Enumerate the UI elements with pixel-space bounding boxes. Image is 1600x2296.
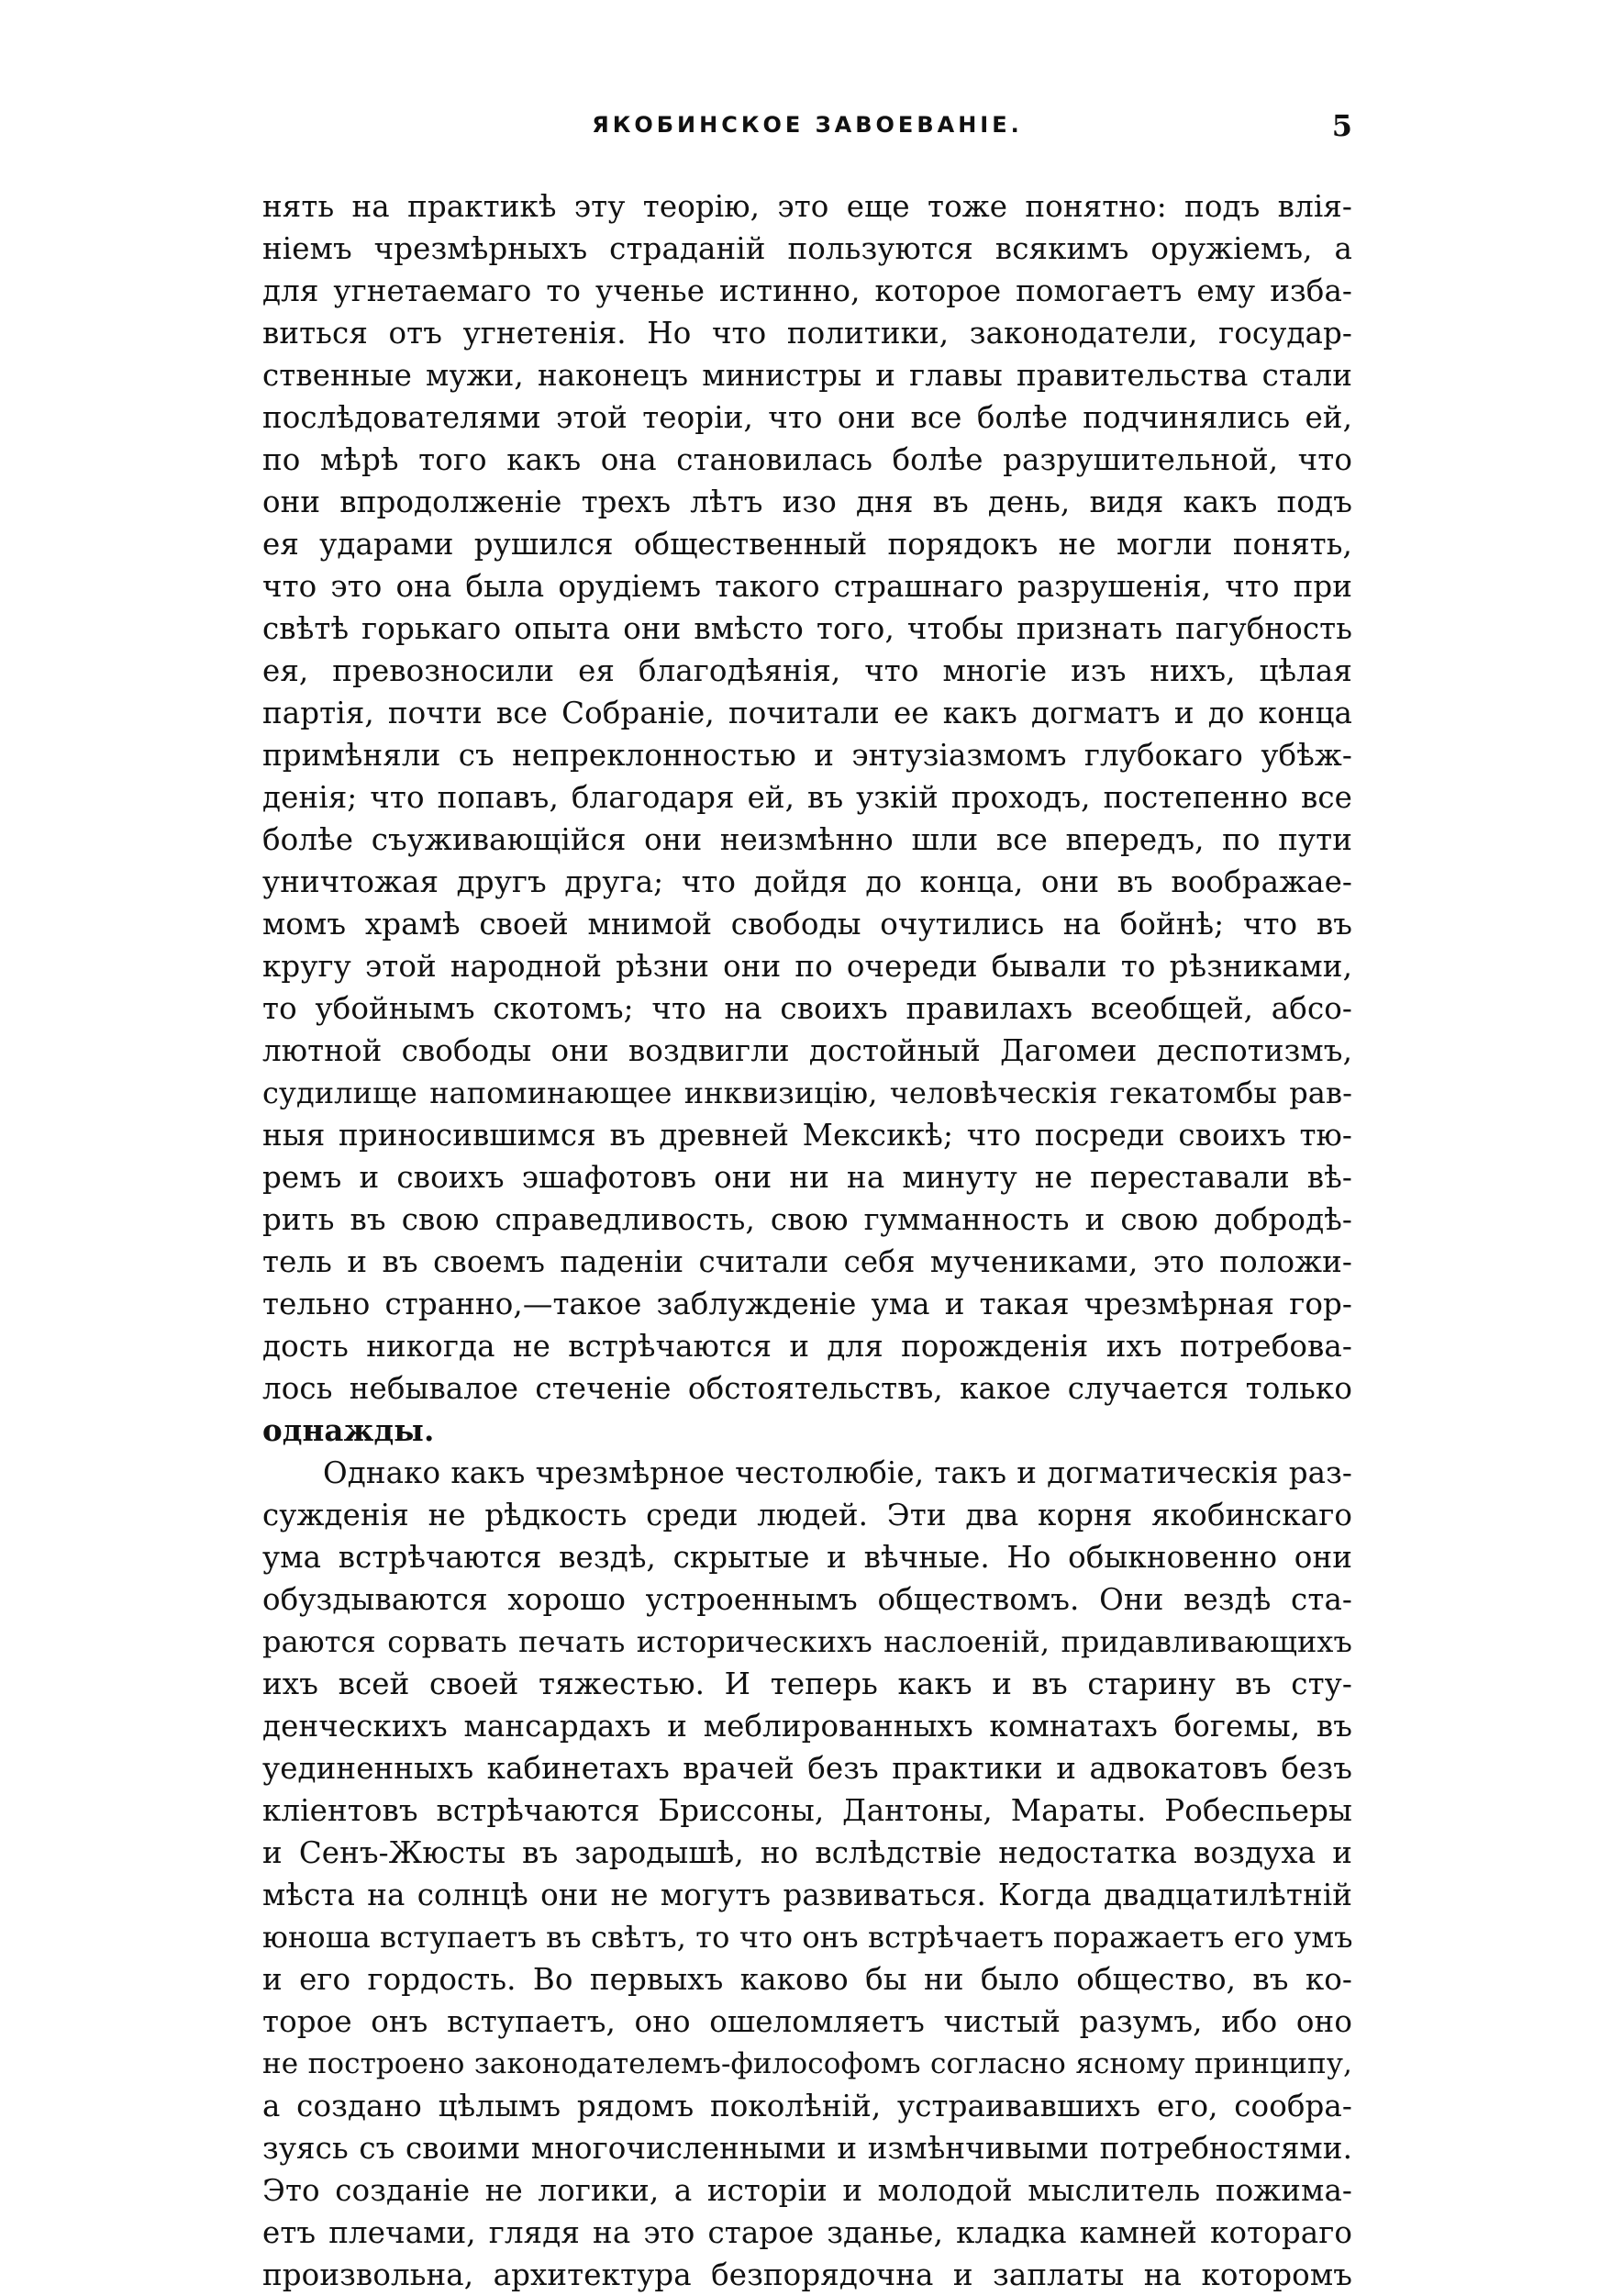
text-line: раются сорвать печать историческихъ наслоеній, придавливающихъ <box>262 1624 1352 1659</box>
body-text <box>262 185 1352 2296</box>
text-line: мѣста на солнцѣ они не могутъ развиваться. Когда двадцатилѣтній <box>262 1878 1352 1912</box>
page-number: 5 <box>1331 108 1352 143</box>
paragraph-1 <box>262 185 1352 1452</box>
text-line: однажды. <box>262 1412 435 1448</box>
text-line: то убойнымъ скотомъ; что на своихъ правилахъ всеобщей, абсо- <box>262 991 1352 1026</box>
text-line: для угнетаемаго то ученье истинно, которое помогаетъ ему изба- <box>262 273 1352 308</box>
text-line: етъ плечами, глядя на это старое зданье, кладка камней котораго <box>262 2215 1352 2250</box>
text-line: кліентовъ встрѣчаются Бриссоны, Дантоны, Мараты. Робеспьеры <box>262 1793 1352 1828</box>
text-line: уничтожая другъ друга; что дойдя до конца, они въ воображае- <box>262 864 1352 899</box>
text-line: лось небывалое стеченіе обстоятельствъ, какое случается только <box>262 1371 1352 1406</box>
text-line: ныя приносившимся въ древней Мексикѣ; что посреди своихъ тю- <box>262 1118 1352 1153</box>
running-head <box>262 108 1352 149</box>
text-line: примѣняли съ непреклонностью и энтузіазмомъ глубокаго убѣж- <box>262 738 1352 773</box>
text-line: нять на практикѣ эту теорію, это еще тоже понятно: подъ влія- <box>262 189 1352 224</box>
text-line: торое онъ вступаетъ, оно ошеломляетъ чистый разумъ, ибо оно <box>262 2004 1352 2039</box>
text-line: рить въ свою справедливость, свою гумманность и свою добродѣ- <box>262 1202 1352 1237</box>
text-line: ея ударами рушился общественный порядокъ не могли понять, <box>262 527 1352 562</box>
text-line: сужденія не рѣдкость среди людей. Эти два корня якобинскаго <box>262 1498 1352 1533</box>
text-line: не построено законодателемъ-философомъ согласно ясному принципу, <box>262 2047 1352 2080</box>
text-line: тельно странно,—такое заблужденіе ума и такая чрезмѣрная гор- <box>262 1287 1352 1321</box>
text-line: юноша вступаетъ въ свѣтъ, то что онъ встрѣчаетъ поражаетъ его умъ <box>262 1920 1353 1955</box>
text-line: болѣе съуживающійся они неизмѣнно шли все впередъ, по пути <box>262 822 1352 857</box>
text-line: и Сенъ-Жюсты въ зародышѣ, но вслѣдствіе недостатка воздуха и <box>262 1835 1352 1870</box>
text-line: денческихъ мансардахъ и меблированныхъ комнатахъ богемы, въ <box>262 1709 1352 1744</box>
text-line: денія; что попавъ, благодаря ей, въ узкій проходъ, постепенно все <box>262 780 1352 815</box>
text-line: и его гордость. Во первыхъ каково бы ни было общество, въ ко- <box>262 1962 1352 1997</box>
text-line: судилище напоминающее инквизицію, человѣческія гекатомбы рав- <box>262 1076 1352 1110</box>
text-line: тель и въ своемъ паденіи считали себя мучениками, это положи- <box>262 1244 1352 1279</box>
text-line: ственные мужи, наконецъ министры и главы правительства стали <box>262 358 1352 393</box>
text-line: ніемъ чрезмѣрныхъ страданій пользуются всякимъ оружіемъ, а <box>262 231 1352 266</box>
text-line: послѣдователями этой теоріи, что они все болѣе подчинялись ей, <box>262 400 1352 435</box>
text-line: зуясь съ своими многочисленными и измѣнчивыми потребностями. <box>262 2131 1352 2166</box>
text-line: ея, превозносили ея благодѣянія, что многіе изъ нихъ, цѣлая <box>262 653 1352 688</box>
running-title: ЯКОБИНСКОЕ ЗАВОЕВАНІЕ. <box>592 112 1023 138</box>
paragraph-2 <box>262 1452 1352 2296</box>
text-line: ремъ и своихъ эшафотовъ они ни на минуту не переставали вѣ- <box>262 1160 1352 1195</box>
text-line: ихъ всей своей тяжестью. И теперь какъ и въ старину въ сту- <box>262 1666 1352 1701</box>
text-line: произвольна, архитектура безпорядочна и заплаты на которомъ <box>262 2257 1352 2292</box>
text-line: обуздываются хорошо устроеннымъ обществомъ. Они вездѣ ста- <box>262 1582 1352 1617</box>
text-line: свѣтѣ горькаго опыта они вмѣсто того, чтобы признать пагубность <box>262 611 1352 646</box>
text-line: Это созданіе не логики, а исторіи и молодой мыслитель пожима- <box>262 2173 1352 2208</box>
text-line: по мѣрѣ того какъ она становилась болѣе разрушительной, что <box>262 442 1352 477</box>
text-line: виться отъ угнетенія. Но что политики, законодатели, государ- <box>262 316 1352 351</box>
text-line: что это она была орудіемъ такого страшнаго разрушенія, что при <box>262 569 1352 604</box>
text-line: уединенныхъ кабинетахъ врачей безъ практики и адвокатовъ безъ <box>262 1751 1352 1786</box>
text-line: они впродолженіе трехъ лѣтъ изо дня въ день, видя какъ подъ <box>262 485 1352 519</box>
text-line: а создано цѣлымъ рядомъ поколѣній, устраивавшихъ его, сообра- <box>262 2089 1352 2123</box>
text-line: Однако какъ чрезмѣрное честолюбіе, такъ и догматическія раз- <box>323 1455 1352 1490</box>
text-line: ума встрѣчаются вездѣ, скрытые и вѣчные. Но обыкновенно они <box>262 1540 1352 1575</box>
text-line: дость никогда не встрѣчаются и для порожденія ихъ потребова- <box>262 1329 1352 1364</box>
text-line: момъ храмѣ своей мнимой свободы очутились на бойнѣ; что въ <box>262 907 1352 942</box>
text-line: лютной свободы они воздвигли достойный Дагомеи деспотизмъ, <box>262 1033 1352 1068</box>
text-line: партія, почти все Собраніе, почитали ее какъ догматъ и до конца <box>262 696 1352 730</box>
text-line: кругу этой народной рѣзни они по очереди бывали то рѣзниками, <box>262 949 1352 984</box>
